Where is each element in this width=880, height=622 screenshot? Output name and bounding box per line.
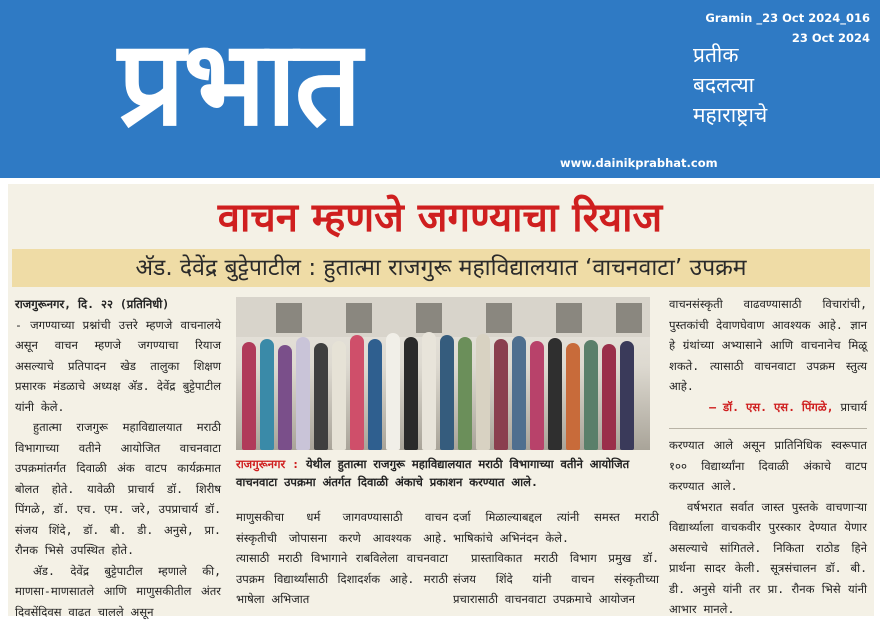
quote-signature [669,397,867,418]
event-photo [236,297,650,450]
tagline-line-1: प्रतीक [693,43,739,67]
quote-text: वाचनसंस्कृती वाढवण्यासाठी विचारांची, पुस्तकांची देवाणघेवाण आवश्यक आहे. ज्ञान हे ग्रंथांच्या अभ्यासाने आणि वाचनानेच मिळू शकते. त्यासाठी वाचनवाटा उपक्रम स्तुत्य आहे. [669,297,867,393]
tagline-line-3: महाराष्ट्राचे [693,103,768,127]
article-headline: वाचन म्हणजे जगण्याचा रियाज [217,195,663,241]
column-1-paragraph-3: अ‍ॅड. देवेंद्र बुट्टेपाटील म्हणाले की, माणसा-माणसातले आणि माणुसकीतील अंतर दिवसेंदिवस वाढत चालले असून [15,563,221,619]
column-4 [669,435,867,620]
quote-box [669,294,867,417]
column-2-paragraph: माणुसकीचा धर्म जागवण्यासाठी वाचन संस्कृतीची जोपासना करणे आवश्यक आहे. त्यासाठी मराठी विभागाने राबविलेला वाचनवाटा उपक्रम विद्यार्थ्यांसाठी दिशादर्शक आहे. मराठी भाषेला अभिजात [236,510,448,606]
column-4-paragraph-2: वर्षभरात सर्वात जास्त पुस्तके वाचणाऱ्या विद्यार्थ्याला वाचकवीर पुरस्कार देण्यात येणार असल्याचे सांगितले. निकिता राठोड हिने प्रार्थना सादर केली. सूत्रसंचालन डॉ. बी. डी. अनुसे यांनी तर प्रा. रौनक भिसे यांनी आभार मानले. [669,499,867,616]
column-3-paragraph-2: प्रास्ताविकात मराठी विभाग प्रमुख डॉ. संजय शिंदे यांनी वाचन संस्कृतीच्या प्रचारासाठी वाचनवाटा उपक्रमाचे आयोजन [453,551,659,606]
newspaper-logo: प्रभात [118,14,360,152]
column-3 [453,507,659,610]
edition-info [705,8,870,48]
column-4-paragraph-1: करण्यात आले असून प्रातिनिधिक स्वरूपात १०० विद्यार्थ्यांना दिवाळी अंकाचे वाटप करण्यात आले. [669,438,867,493]
column-2 [236,507,448,610]
edition-date: 23 Oct 2024 [791,31,870,45]
caption-location: राजगुरूनगर : [236,457,300,471]
website-url: www.dainikprabhat.com [560,156,718,170]
article-subheadline: अ‍ॅड. देवेंद्र बुट्टेपाटील : हुतात्मा राजगुरू महाविद्यालयात ‘वाचनवाटा’ उपक्रम [135,255,747,281]
edition-code: Gramin _23 Oct 2024_016 [705,11,870,25]
photo-caption [236,455,652,491]
tagline-line-2: बदलत्या [693,73,755,97]
column-1-paragraph-2: हुतात्मा राजगुरू महाविद्यालयात मराठी विभागाच्या वतीने आयोजित वाचनवाटा उपक्रमांतर्गत दिवाळी अंक वाटप कार्यक्रमात बोलत होते. यावेळी प्राचार्य डॉ. शिरीष पिंगळे, डॉ. एच. एम. जरे, उपप्राचार्य डॉ. संजय शिंदे, डॉ. बी. डी. अनुसे, प्रा. रौनक भिसे उपस्थित होते. [15,420,221,557]
tagline [693,40,767,130]
column-3-paragraph-1: दर्जा मिळाल्याबद्दल त्यांनी समस्त मराठी भाषिकांचे अभिनंदन केले. [453,510,659,545]
caption-text: येथील हुतात्मा राजगुरू महाविद्यालयात मराठी विभागाच्या वतीने आयोजित वाचनवाटा उपक्रमा अंतर्गत दिवाळी अंकाचे प्रकाशन करण्यात आले. [236,457,630,489]
quote-attribution: – डॉ. एस. एस. पिंगळे, [709,399,834,414]
dateline: राजगुरूनगर, दि. २२ (प्रतिनिधी) [15,297,170,311]
column-1 [15,294,221,622]
photo-building-backdrop [236,297,650,337]
column-1-paragraph-1: - जगण्याच्या प्रश्नांची उत्तरे म्हणजे वाचनालये असून वाचन म्हणजे जगण्याचा रियाज असल्याचे प्रतिपादन खेड तालुका शिक्षण प्रसारक मंडळाचे अध्यक्ष अ‍ॅड. देवेंद्र बुट्टेपाटील यांनी केले. [15,317,221,414]
masthead [0,0,880,178]
quote-divider [669,428,867,429]
quote-role: प्राचार्य [840,399,867,414]
